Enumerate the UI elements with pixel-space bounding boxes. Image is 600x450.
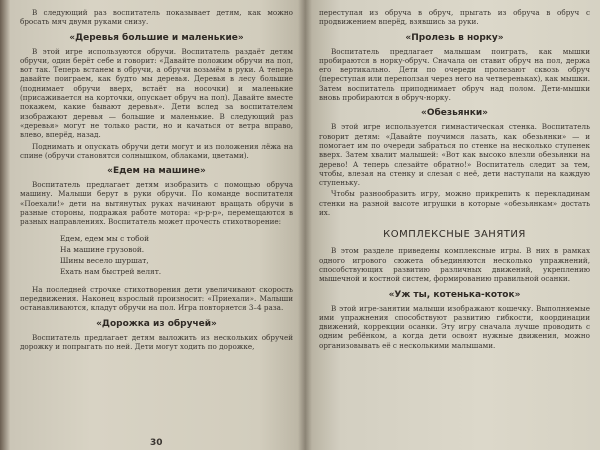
page-edge xyxy=(0,0,10,450)
book-spine-shadow xyxy=(298,0,312,450)
section-title-car: «Едем на машине» xyxy=(107,166,206,177)
right-intro-paragraph: переступая из обруча в обруч, прыгать из обруча в обруч с продвижением вперёд, взявшись за руки. xyxy=(319,8,590,27)
burrow-paragraph: Воспитатель предлагает малышам поиграть, как мышки пробираются в норку-обруч. Сначала он ставит обруч на пол, держа его вертикально. Дети по очереди пролезают сквозь обруч (переступая или переползая через него на четвереньках), как мышки. Затем воспитатель приподнимает обруч над полом. Дети-мышки вновь пробираются в обруч-норку. xyxy=(319,46,590,103)
chapter-title: КОМПЛЕКСНЫЕ ЗАНЯТИЯ xyxy=(383,229,526,241)
left-intro-paragraph: В следующий раз воспитатель показывает детям, как можно бросать мяч двумя руками снизу. xyxy=(20,8,293,27)
poem-line: Ехать нам быстрей велят. xyxy=(60,266,162,276)
section-title-hoop-path: «Дорожка из обручей» xyxy=(96,318,217,329)
poem-line: На машине грузовой. xyxy=(60,244,145,254)
car-paragraph-1: Воспитатель предлагает детям изобразить с помощью обруча машину. Малыши берут в руки обручи. По команде воспитателя «Поехали!» дети на вытянутых руках начинают вращать обручи в разные стороны, подражая работе мотора: «р-р-р», перемещаются в разных направлениях. Воспитатель может прочесть стихотворение: xyxy=(20,180,293,227)
trees-paragraph-1: В этой игре используются обручи. Воспитатель раздаёт детям обручи, один берёт себе и говорит: «Давайте положим обручи на пол, вот так. Теперь встанем в обручи, а обручи возьмём в руки. А теперь давайте поиграем, как будто мы деревья. Деревья в лесу большие (поднимает обручи вверх, встаёт на носочки) и маленькие (присаживается на корточки, опускает обруч на пол). Давайте вместе покажем, какие бывают деревья». Дети вслед за воспитателем изображают деревья — большие и маленькие. В следующий раз «деревья» могут не только расти, но и качаться от ветра вправо, влево, вперёд, назад. xyxy=(20,46,293,140)
monkeys-paragraph-2: Чтобы разнообразить игру, можно прикрепить к перекладинам стенки на разной высоте игрушки в которые «обезьянкам» достать их. xyxy=(319,189,590,218)
section-title-burrow: «Пролезь в норку» xyxy=(405,32,504,43)
section-title-trees: «Деревья большие и маленькие» xyxy=(69,32,244,43)
car-paragraph-2: На последней строчке стихотворения дети увеличивают скорость передвижения. Наконец взрослый произносит: «Приехали». Малыши останавливаются, кладут обручи на пол. Игра повторяется 3–4 раза. xyxy=(20,284,293,313)
trees-paragraph-2: Поднимать и опускать обручи дети могут и из положения лёжа на спине (обручи становятся солнышком, облаками, цветами). xyxy=(20,141,293,160)
section-title-kitty: «Уж ты, котенька-коток» xyxy=(388,289,521,300)
poem-line: Шины весело шуршат, xyxy=(60,255,149,265)
poem xyxy=(60,233,293,277)
section-title-monkeys: «Обезьянки» xyxy=(421,108,488,119)
hoop-path-paragraph: Воспитатель предлагает детям выложить из нескольких обручей дорожку и попрыгать по ней. Дети могут ходить по дорожке, xyxy=(20,332,293,351)
poem-line: Едем, едем мы с тобой xyxy=(60,233,149,243)
monkeys-paragraph-1: В этой игре используется гимнастическая стенка. Воспитатель говорит детям: «Давайте поучимся лазать, как обезьянки» — и помогает им по очереди забраться по стенке на несколько ступенек вверх. Затем хвалит малышей: «Вот как высоко влезли обезьянки на дерево! А теперь слезайте обратно!» Воспитатель следит за тем, чтобы, влезая на стенку и слезая с неё, дети наступали на каждую ступеньку. xyxy=(319,122,590,188)
right-page xyxy=(305,0,600,450)
page-number: 30 xyxy=(150,438,163,448)
kitty-paragraph: В этой игре-занятии малыши изображают кошечку. Выполняемые ими упражнения способствуют развитию гибкости, координации движений, коррекции осанки. Эту игру сначала лучше проводить с одним ребёнком, а когда дети освоят нужные движения, можно организовывать её с несколькими малышами. xyxy=(319,303,590,350)
chapter-paragraph: В этом разделе приведены комплексные игры. В них в рамках одного игрового сюжета объединяются несколько упражнений, способствующих развитию различных движений, укреплению мышечной и костной систем, формированию правильной осанки. xyxy=(319,246,590,284)
